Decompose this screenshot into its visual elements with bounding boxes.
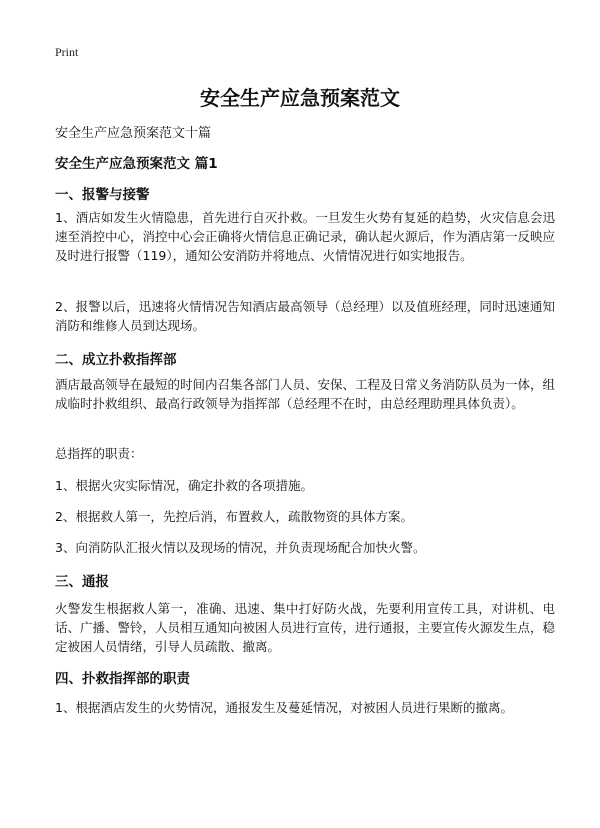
section-2-paragraph-5: 3、向消防队汇报火情以及现场的情况，并负责现场配合加快火警。 xyxy=(55,540,426,555)
section-heading-3: 三、通报 xyxy=(55,574,109,590)
section-2-paragraph-4: 2、根据救人第一，先控后消，布置救人，疏散物资的具体方案。 xyxy=(55,509,413,524)
section-4-paragraph-1: 1、根据酒店发生的火势情况，通报发生及蔓延情况，对被困人员进行果断的撤离。 xyxy=(55,700,513,715)
section-1-paragraph-1: 1、酒店如发生火情隐患，首先进行自灭扑救。一旦发生火势有复延的趋势，火灾信息会迅速至消控中心，消控中心会正确将火情信息正确记录，确认起火源后，作为酒店第一反映应及时进行报警（119），通知公安消防并将地点、火情情况进行如实地报告。 xyxy=(55,210,556,263)
section-heading-4: 四、扑救指挥部的职责 xyxy=(55,671,190,687)
section-heading-2: 二、成立扑救指挥部 xyxy=(55,352,177,368)
section-1-paragraph-2: 2、报警以后，迅速将火情情况告知酒店最高领导（总经理）以及值班经理，同时迅速通知消防和维修人员到达现场。 xyxy=(55,299,555,333)
section-2-paragraph-2: 总指挥的职责： xyxy=(55,446,143,461)
print-link[interactable]: Print xyxy=(55,45,79,59)
section-3-paragraph-1: 火警发生根据救人第一，准确、迅速、集中打好防火战，先要利用宣传工具，对讲机、电话、广播、警铃，人员相互通知向被困人员进行宣传，进行通报，主要宣传火源发生点，稳定被困人员情绪，引导人员疏散、撤离。 xyxy=(55,601,556,654)
section-2-paragraph-1: 酒店最高领导在最短的时间内召集各部门人员、安保、工程及日常义务消防队员为一体，组成临时扑救组织、最高行政领导为指挥部（总经理不在时，由总经理助理具体负责）。 xyxy=(55,377,556,411)
document-title: 安全生产应急预案范文 xyxy=(200,86,400,110)
article-title: 安全生产应急预案范文 篇1 xyxy=(55,156,218,172)
section-heading-1: 一、报警与接警 xyxy=(55,187,150,203)
document-subtitle: 安全生产应急预案范文十篇 xyxy=(55,126,212,141)
section-2-paragraph-3: 1、根据火灾实际情况，确定扑救的各项措施。 xyxy=(55,478,313,493)
